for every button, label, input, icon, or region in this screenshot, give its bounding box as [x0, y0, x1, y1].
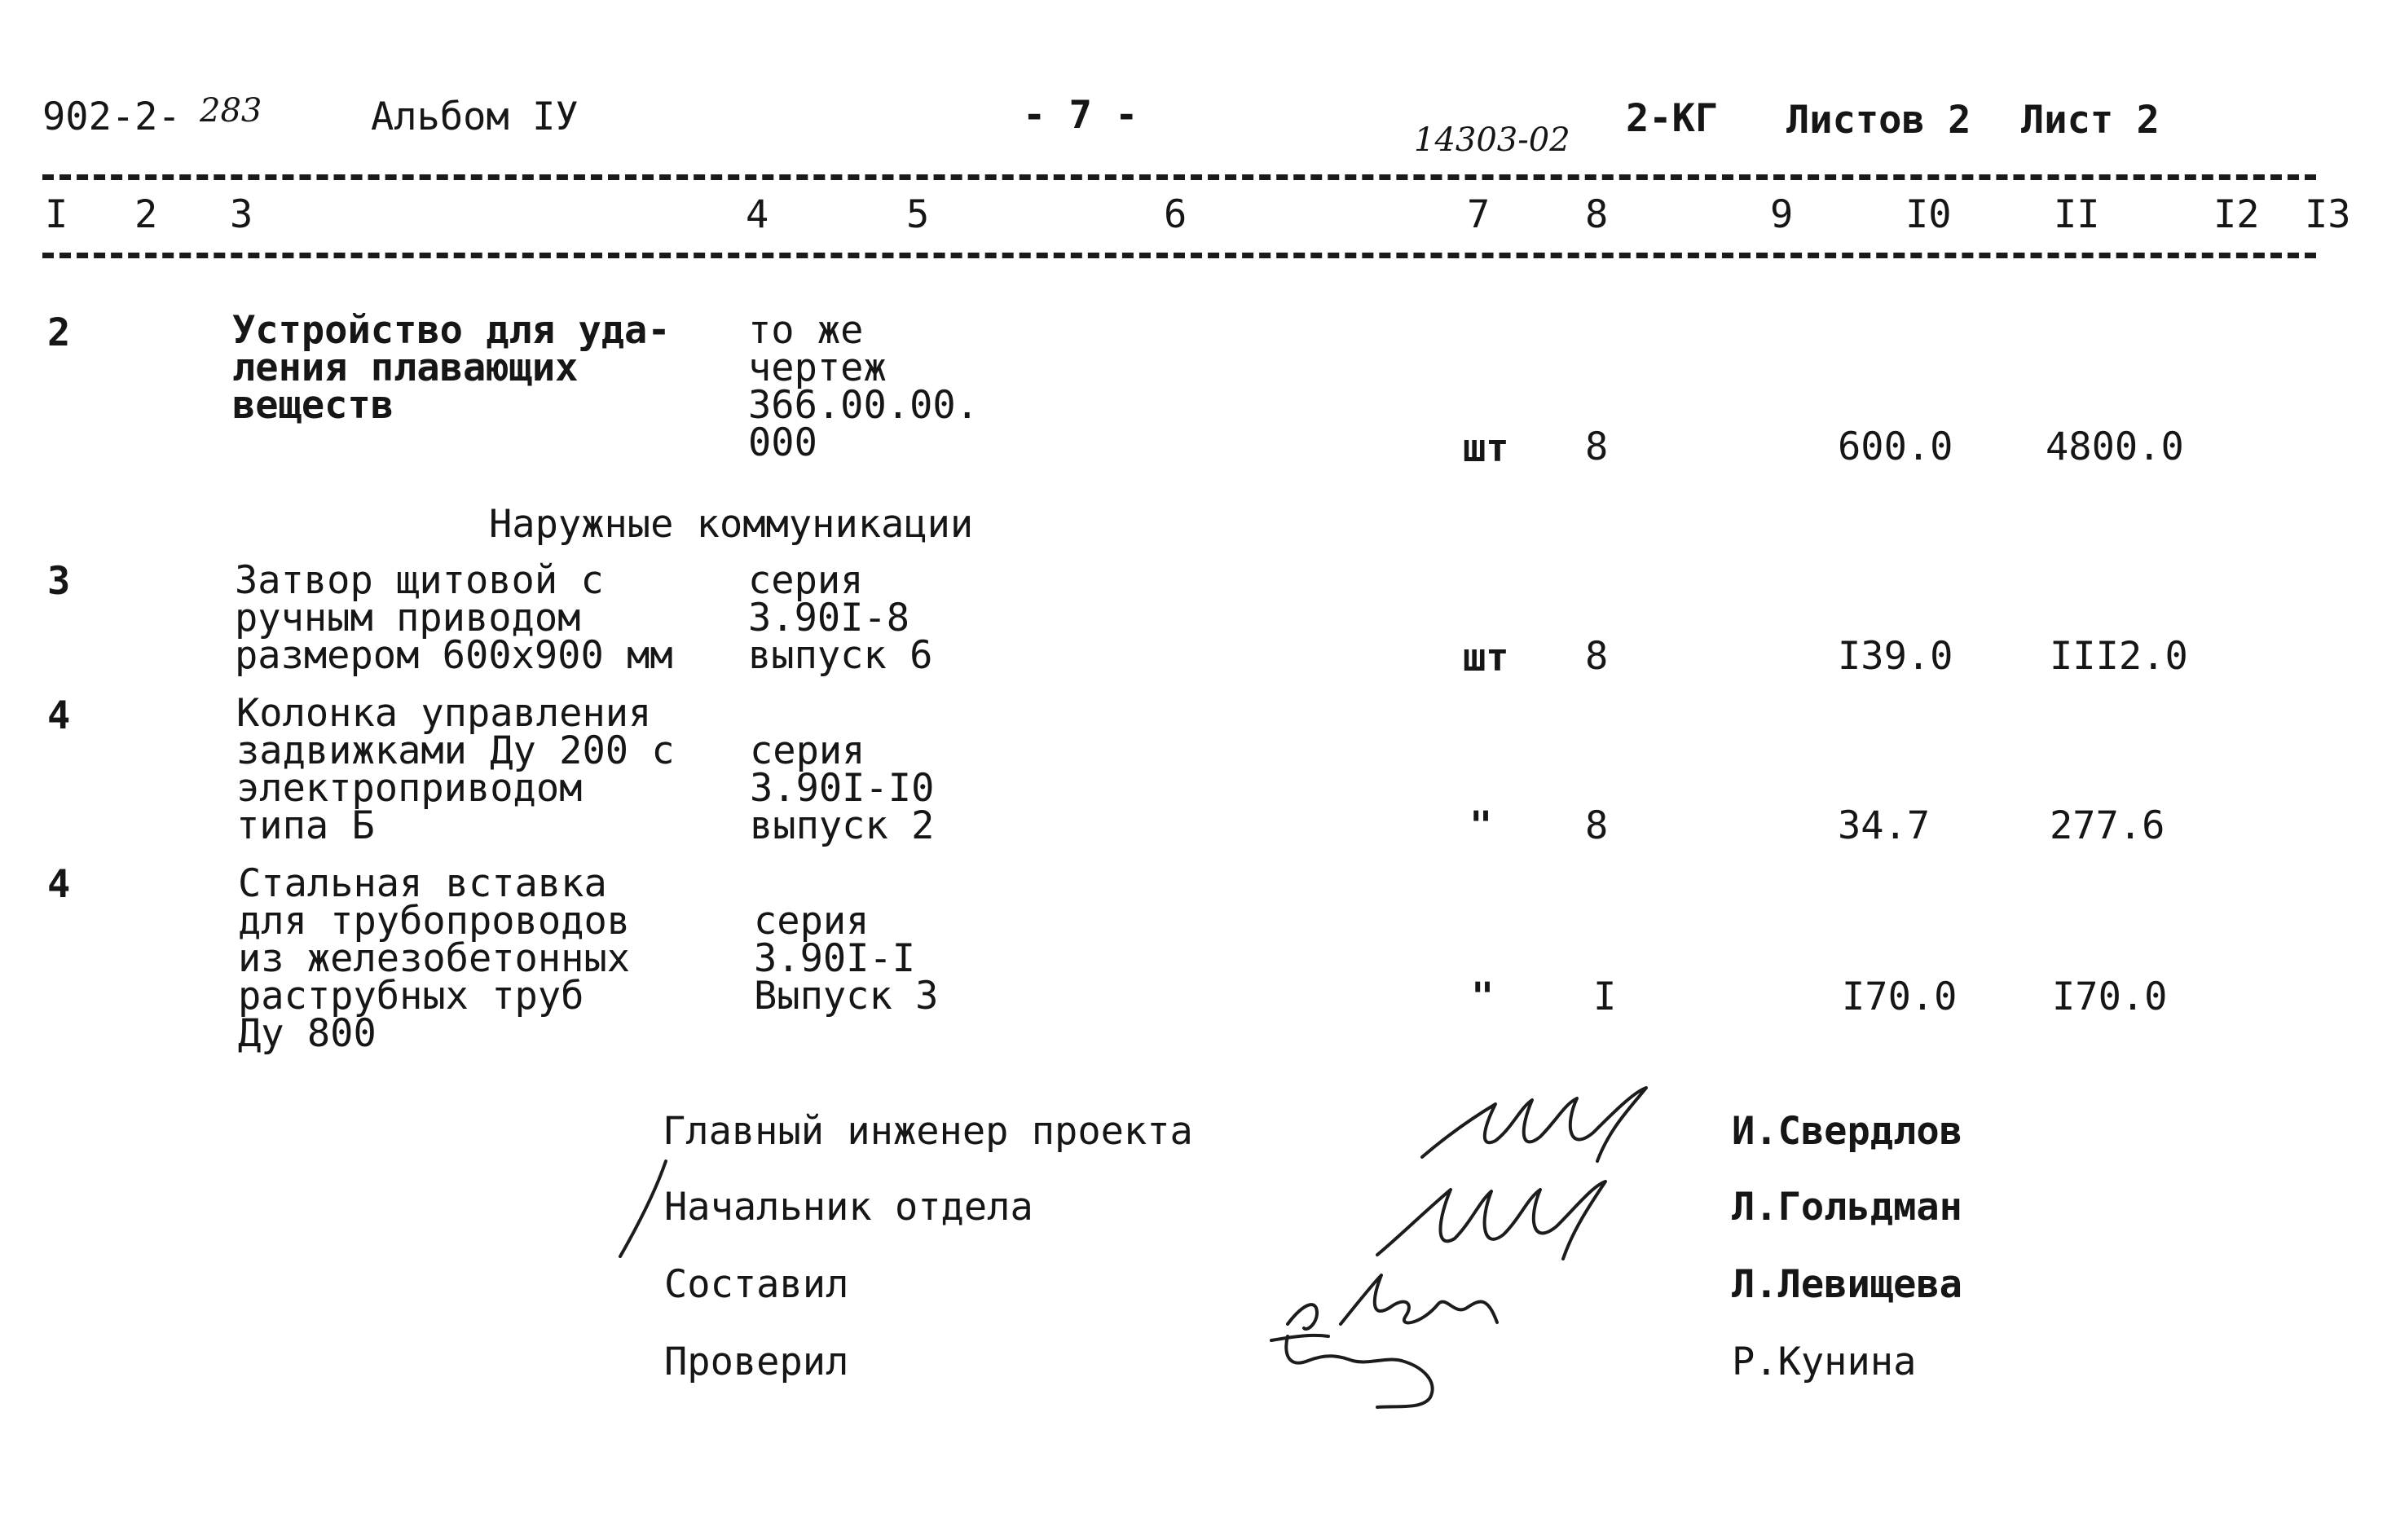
item-name: Затвор щитовой с ручным приводом размером 600х900 мм — [235, 558, 673, 678]
item-reference: серия 3.90I-8 выпуск 6 — [748, 558, 933, 678]
item-unit: шт — [1463, 636, 1509, 680]
top-dashed-rule — [42, 174, 2316, 180]
item-name: Устройство для уда- ления плавающих веществ — [232, 308, 671, 428]
sheet-number: Лист 2 — [2021, 98, 2160, 143]
column-number-6: 6 — [1164, 192, 1187, 237]
signature-role: Проверил — [664, 1340, 849, 1384]
signature-department-head — [1369, 1173, 1614, 1271]
item-total: III2.0 — [2050, 634, 2188, 679]
signature-name: И.Свердлов — [1732, 1109, 1962, 1154]
sheets-count: Листов 2 — [1786, 98, 1971, 143]
album-label: Альбом IУ — [371, 95, 579, 139]
item-total: 4800.0 — [2046, 425, 2184, 469]
signature-role: Составил — [664, 1262, 849, 1307]
item-name: Колонка управления задвижками Ду 200 с электроприводом типа Б — [236, 691, 675, 848]
column-number-10: I0 — [1905, 192, 1952, 237]
row-number: 3 — [47, 559, 71, 604]
column-number-2: 2 — [134, 192, 158, 237]
handwritten-slash-mark — [615, 1157, 680, 1263]
item-unit: шт — [1463, 426, 1509, 471]
item-reference: серия 3.90I-I0 выпуск 2 — [750, 728, 935, 848]
item-unit-price: I39.0 — [1838, 634, 1953, 679]
bottom-dashed-rule — [42, 253, 2316, 258]
column-number-3: 3 — [230, 192, 253, 237]
item-unit-price: 34.7 — [1838, 803, 1931, 848]
signature-name: Р.Кунина — [1732, 1340, 1917, 1384]
signature-role: Главный инженер проекта — [663, 1109, 1193, 1154]
column-number-9: 9 — [1770, 192, 1794, 237]
item-quantity: 8 — [1585, 425, 1609, 469]
row-number: 2 — [47, 310, 71, 355]
item-unit: " — [1469, 803, 1493, 848]
signature-name: Л.Гольдман — [1732, 1185, 1962, 1230]
item-reference: то же чертеж 366.00.00. 000 — [748, 308, 979, 465]
row-number: 4 — [47, 693, 71, 738]
item-quantity: 8 — [1585, 803, 1609, 848]
item-quantity: 8 — [1585, 634, 1609, 679]
column-number-4: 4 — [746, 192, 769, 237]
column-number-5: 5 — [906, 192, 930, 237]
column-number-7: 7 — [1467, 192, 1491, 237]
signature-chief-engineer — [1418, 1084, 1663, 1173]
item-reference: серия 3.90I-I Выпуск 3 — [754, 899, 939, 1019]
signature-role: Начальник отдела — [664, 1185, 1033, 1230]
stamp-number: 14303-02 — [1414, 121, 1570, 159]
doc-code-handwritten: 283 — [200, 92, 262, 130]
item-name: Стальная вставка для трубопроводов из железобетонных раструбных труб Ду 800 — [238, 861, 631, 1056]
document-mark: 2-КГ — [1626, 96, 1719, 141]
column-number-11: II — [2054, 192, 2100, 237]
item-quantity: I — [1593, 975, 1617, 1019]
signature-checked-by — [1263, 1324, 1451, 1414]
column-number-8: 8 — [1585, 192, 1609, 237]
item-unit: " — [1471, 975, 1495, 1019]
item-unit-price: 600.0 — [1838, 425, 1953, 469]
item-total: 277.6 — [2050, 803, 2165, 848]
item-unit-price: I70.0 — [1842, 975, 1958, 1019]
column-number-13: I3 — [2305, 192, 2351, 237]
doc-code: 902-2- — [42, 95, 181, 139]
section-title: Наружные коммуникации — [489, 502, 974, 547]
page-number: - 7 - — [1023, 93, 1138, 138]
column-number-12: I2 — [2213, 192, 2260, 237]
row-number: 4 — [47, 862, 71, 907]
column-number-1: I — [45, 192, 68, 237]
item-total: I70.0 — [2052, 975, 2168, 1019]
signature-name: Л.Левищева — [1732, 1262, 1962, 1307]
